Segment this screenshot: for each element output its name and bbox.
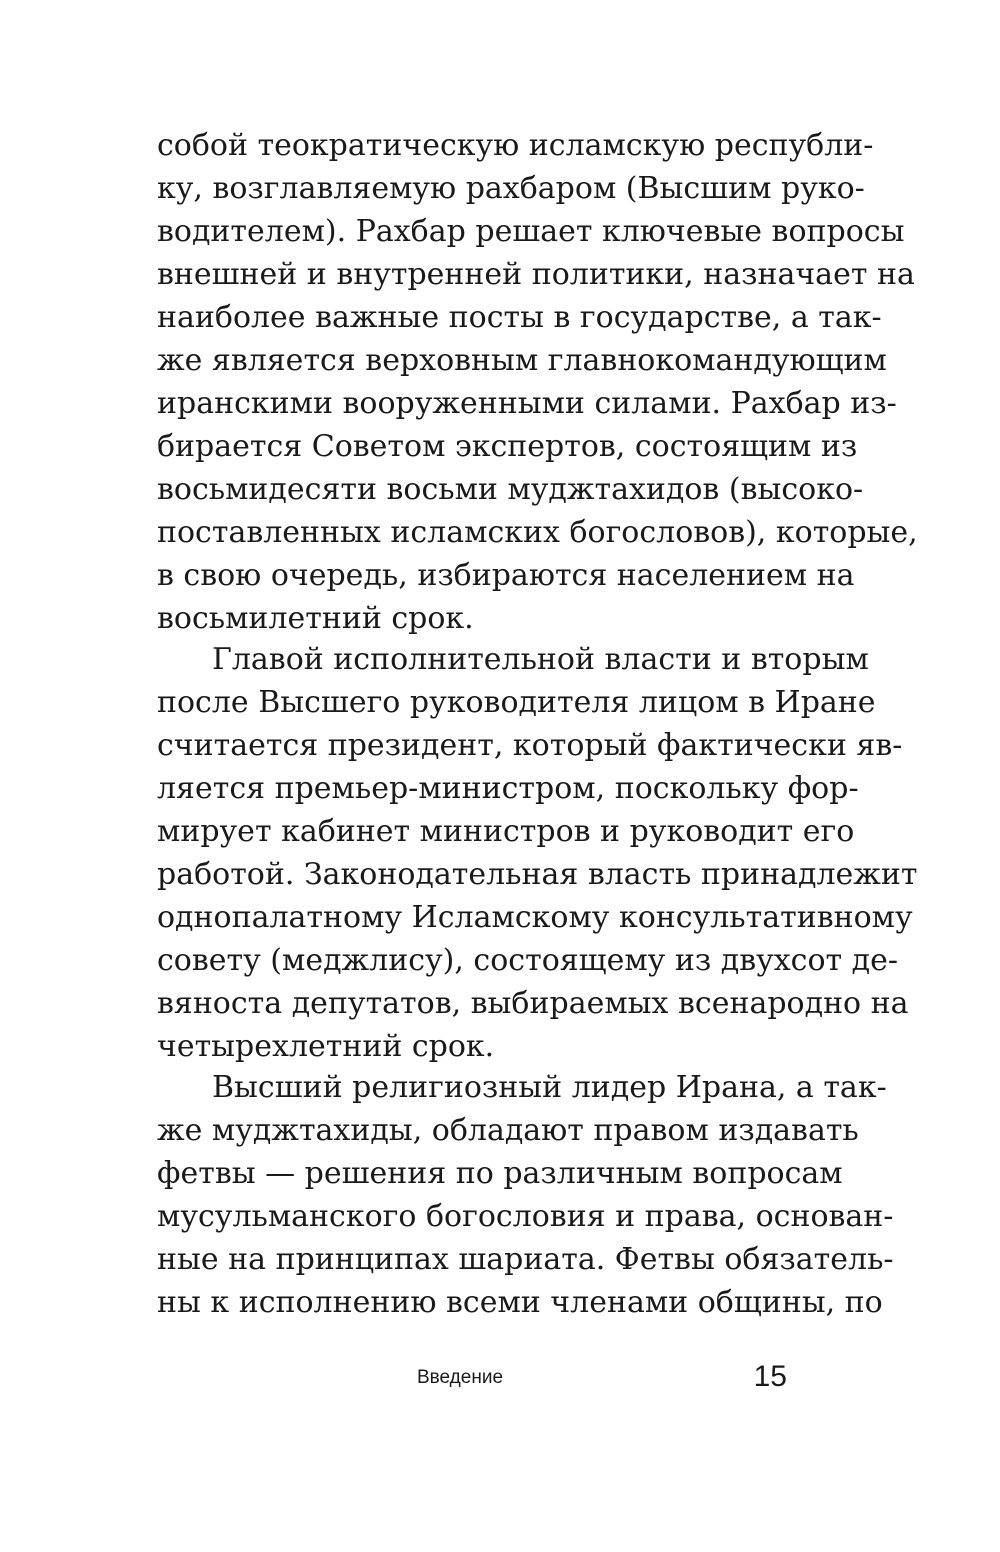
page-number: 15 [753, 1360, 787, 1393]
text-line: ные на принципах шариата. Фетвы обязатель- [157, 1242, 894, 1277]
text-line: вяноста депутатов, выбираемых всенародно на [157, 986, 909, 1021]
text-line: фетвы — решения по различным вопросам [157, 1156, 843, 1191]
text-line: восьмидесяти восьми муджтахидов (высоко- [157, 472, 864, 507]
text-line: водителем). Рахбар решает ключевые вопросы [157, 214, 905, 249]
text-line: мирует кабинет министров и руководит его [157, 814, 855, 849]
paragraph-first-line: Главой исполнительной власти и вторым [212, 642, 869, 677]
text-line: наиболее важные посты в государстве, а так- [157, 300, 882, 335]
text-line: четырехлетний срок. [157, 1029, 495, 1064]
text-line: работой. Законодательная власть принадлежит [157, 857, 918, 892]
text-line: ку, возглавляемую рахбаром (Высшим руко- [157, 171, 865, 206]
text-line: поставленных исламских богословов), которые, [157, 515, 918, 550]
text-line: мусульманского богословия и права, основан- [157, 1199, 894, 1234]
text-line: восьмилетний срок. [157, 601, 474, 636]
text-line: собой теократическую исламскую республи- [157, 128, 874, 163]
text-line: иранскими вооруженными силами. Рахбар из- [157, 386, 897, 421]
text-line: же является верховным главнокомандующим [157, 343, 887, 378]
text-line: совету (меджлису), состоящему из двухсот де- [157, 943, 899, 978]
text-line: бирается Советом экспертов, состоящим из [157, 429, 858, 464]
text-line: после Высшего руководителя лицом в Иране [157, 685, 876, 720]
text-line: считается президент, который фактически яв- [157, 728, 903, 763]
running-footer-title: Введение [416, 1367, 504, 1388]
text-line: ны к исполнению всеми членами общины, по [157, 1285, 883, 1320]
text-line: же муджтахиды, обладают правом издавать [157, 1113, 859, 1148]
text-line: ляется премьер-министром, поскольку фор- [157, 771, 859, 806]
text-line: внешней и внутренней политики, назначает на [157, 257, 915, 292]
text-line: в свою очередь, избираются населением на [157, 558, 855, 593]
paragraph-first-line: Высший религиозный лидер Ирана, а так- [212, 1070, 887, 1105]
text-line: однопалатному Исламскому консультативному [157, 900, 913, 935]
